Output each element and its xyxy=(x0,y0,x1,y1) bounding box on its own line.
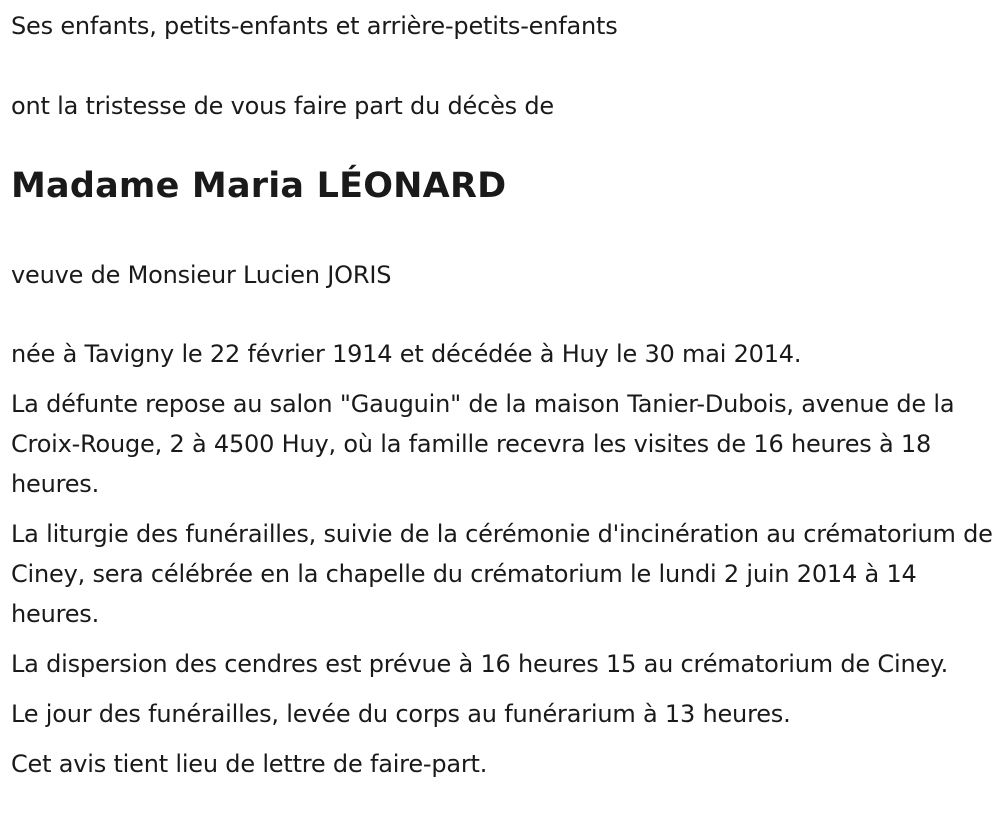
notice-announcement: ont la tristesse de vous faire part du décès de xyxy=(11,92,554,120)
liturgy-paragraph: La liturgie des funérailles, suivie de la cérémonie d'incinération au crématorium de Ciney, sera célébrée en la chapelle du crématorium le lundi 2 juin 2014 à 14 heures. xyxy=(11,520,993,628)
widow-of-line: veuve de Monsieur Lucien JORIS xyxy=(11,261,392,289)
viewing-paragraph: La défunte repose au salon "Gauguin" de la maison Tanier-Dubois, avenue de la Croix-Rouge, 2 à 4500 Huy, où la famille recevra les visites de 16 heures à 18 heures. xyxy=(11,390,955,498)
notice-intro: Ses enfants, petits-enfants et arrière-petits-enfants xyxy=(11,12,618,40)
deceased-name: Madame Maria LÉONARD xyxy=(11,166,507,206)
birth-death-paragraph: née à Tavigny le 22 février 1914 et décédée à Huy le 30 mai 2014. xyxy=(11,340,802,368)
closing-paragraph: Cet avis tient lieu de lettre de faire-part. xyxy=(11,750,488,778)
funeral-day-paragraph: Le jour des funérailles, levée du corps au funérarium à 13 heures. xyxy=(11,700,791,728)
notice-body xyxy=(11,334,993,794)
ashes-paragraph: La dispersion des cendres est prévue à 16 heures 15 au crématorium de Ciney. xyxy=(11,650,949,678)
